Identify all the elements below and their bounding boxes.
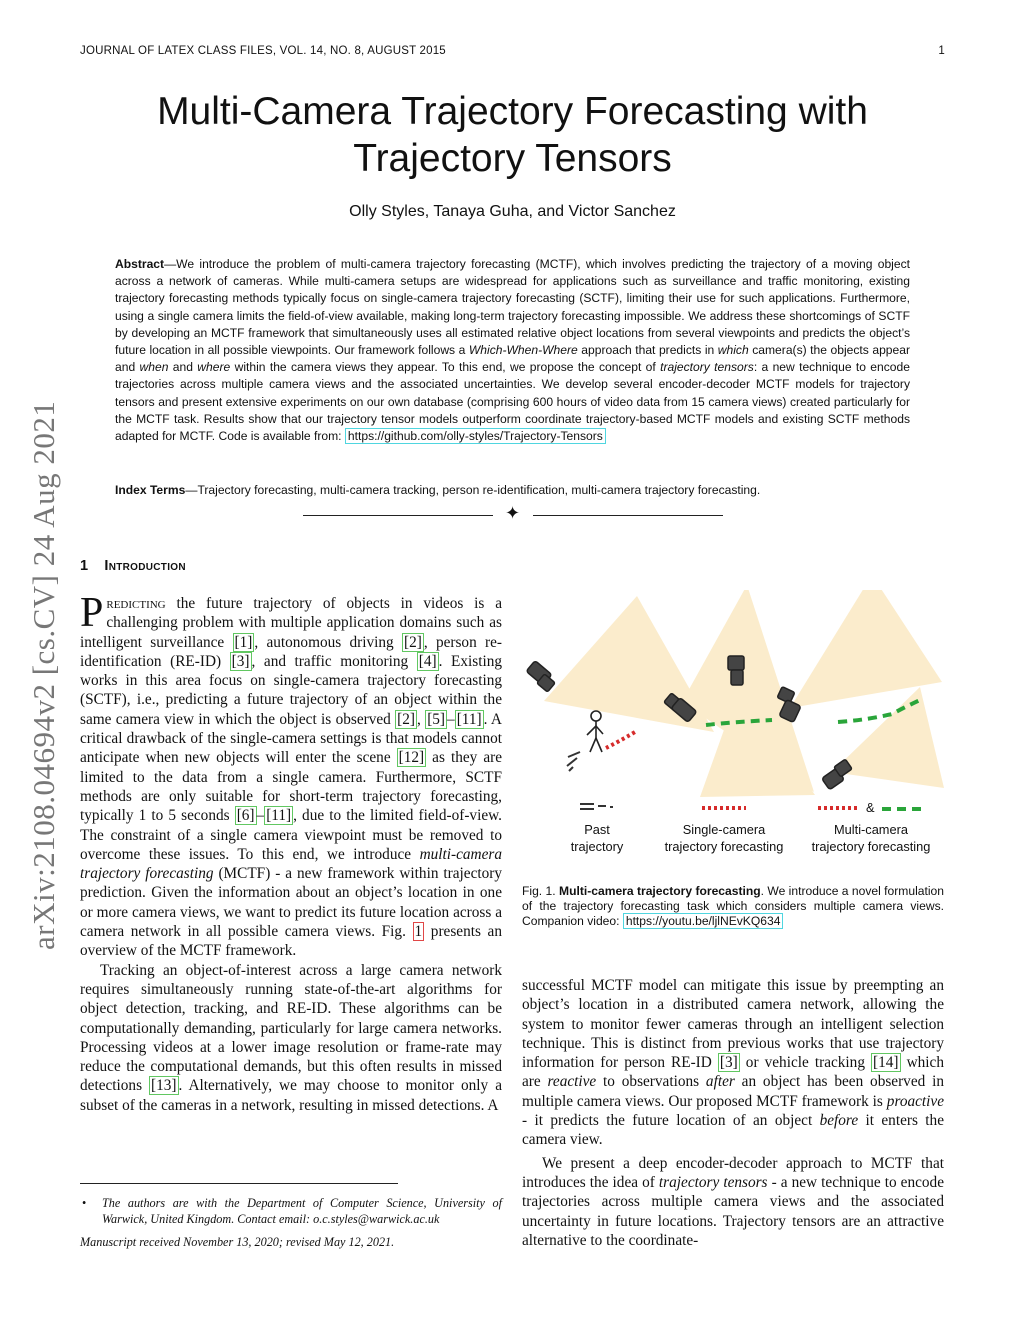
abstract-emph: trajectory tensors [660,360,754,375]
drop-cap: P [80,590,104,636]
journal-title: JOURNAL OF LATEX CLASS FILES, VOL. 14, NO. 8, AUGUST 2015 [80,45,446,57]
arxiv-identifier: arXiv:2108.04694v2 [cs.CV] 24 Aug 2021 [26,400,61,950]
citation-link[interactable]: [6] [236,807,255,825]
title-line-2: Trajectory Tensors [353,137,672,180]
legend-past-line2: trajectory [570,838,624,854]
citation-link[interactable]: [12] [398,749,425,767]
abstract-text: —We introduce the problem of multi-camera trajectory forecasting (MCTF), which involves predicting the trajectory of a moving object across a network of cameras. While multi-camera setups are widespread for applications such as surveillance and traffic monitoring, existing trajectory forecasting methods typically focus on single-camera trajectory forecasting (SCTF), limiting their use for such applications. Furthermore, using a single camera limits the field-of-view available, making long-term trajectory forecasting impossible. We address these shortcomings of SCTF by developing an MCTF framework that simultaneously uses all estimated relative object locations from several viewpoints and predicts the object’s future location in all possible viewpoints. Our framework follows a [115,257,910,358]
legend-past-label [542,822,652,855]
section-title: Introduction [104,558,186,574]
body-text: – [447,710,455,728]
separator-rule-left [303,515,493,516]
paper-title [120,88,905,182]
legend-single-label [654,822,794,855]
body-text: an object has been observed in multiple camera views. Our proposed MCTF framework is [522,1073,944,1110]
separator-diamond-icon: ✦ [505,503,521,523]
citation-link[interactable]: [3] [231,652,250,670]
abstract-label: Abstract [115,257,165,271]
figure-1 [522,590,944,880]
emphasis: reactive [547,1073,597,1091]
body-text: (MCTF) - a new framework within trajectory prediction. Given the information about an object’s location in one or more camera views, we want to predict its future location across a camera network in all possible camera views. Fig. [80,865,502,941]
camera-1-icon [526,661,555,693]
camera-fov-5 [832,687,944,788]
body-text: or vehicle tracking [739,1054,872,1072]
citation-link[interactable]: [2] [404,633,422,651]
footnote-bullet: • [82,1196,87,1210]
body-text: . A critical drawback of the single-camera settings is that models cannot anticipate when new objects will enter the scene [80,710,502,767]
section-heading [80,558,186,574]
body-text: . Existing works in this area focus on single-camera trajectory forecasting (SCTF), i.e., predicting a future trajectory of an object within the same camera view in which the object is observed [80,652,502,728]
caption-bold: Multi-camera trajectory forecasting [559,884,761,898]
body-text: successful MCTF model can mitigate this issue by preempting an object’s location in a distributed camera network, allowing the system to monitor fewer cameras through an intelligent selection technique. This is distinct from previous works that use trajectory information for person RE-ID [522,977,944,1072]
citation-link[interactable]: [11] [456,710,482,728]
body-text: as they are limited to the data from a single camera. Furthermore, SCTF methods are only suitable for short-term trajectory forecasting, typically 1 to 5 seconds [80,749,502,825]
legend-single-line1: Single-camera [682,822,766,837]
citation-link[interactable]: [2] [397,710,416,728]
body-text: , autonomous driving [254,633,402,651]
abstract-text: within the camera views they appear. To this end, we propose the concept of [230,360,661,375]
emphasis: multi-camera trajectory forecasting [80,845,502,883]
left-column [80,590,502,1115]
body-text: , person re-identification (RE-ID) [80,633,502,670]
abstract-text: approach that predicts in [577,343,718,358]
emphasis: before [819,1112,859,1130]
body-text: , due to the limited field-of-view. The constraint of a single camera viewpoint must be removed to overcome these issues. To this end, we introduce [80,807,502,863]
section-separator [303,503,723,527]
legend-ampersand: & [866,800,875,815]
body-text: - a new technique to encode trajectories across multiple camera views and the associated uncertainty in future locations. Trajectory tensors are an attractive alternative to the coordinate- [522,1173,944,1249]
emphasis: trajectory tensors [658,1173,768,1191]
page-number: 1 [938,45,945,57]
body-text: which are [522,1054,944,1091]
citation-link[interactable]: [3] [719,1054,738,1072]
legend-multi-line2: trajectory forecasting [811,838,931,854]
citation-link[interactable]: [11] [266,807,292,825]
legend-single-line2: trajectory forecasting [664,838,784,854]
body-text: the future trajectory of objects in videos is a challenging problem with multiple application domains such as intelligent surveillance [80,595,502,651]
legend-multi-label [804,822,938,855]
footnote-text: The authors are with the Department of Computer Science, University of Warwick, United Kingdom. Contact email: o.c.styles@warwick.ac.uk [102,1196,502,1226]
legend-past-swatch [580,804,613,809]
camera-3-icon [728,656,744,685]
abstract-text: : a new technique to encode trajectories across multiple camera views and the associated uncertainties. We develop several encoder-decoder MCTF models for trajectory tensors and present extensive experiments on our own database (comprising 600 hours of video data from 15 camera views) created particularly for the MCTF task. Results show that our trajectory tensor models outperform coordinate trajectory-based MCTF models and existing SCTF methods adapted for MCTF. Code is available from: [115,360,910,444]
figure-ref-link[interactable]: 1 [414,923,423,941]
abstract [115,256,910,445]
video-link[interactable]: https://youtu.be/ljlNEvKQ634 [623,913,784,929]
paragraph-intro-2 [80,961,502,1115]
figure-caption [522,884,944,930]
index-terms [115,482,910,499]
citation-link[interactable]: [1] [234,633,253,651]
abstract-emph: where [197,360,231,375]
section-number: 1 [80,558,89,574]
authors: Olly Styles, Tanaya Guha, and Victor Sanchez [349,203,676,220]
paragraph-intro-3 [522,976,944,1150]
body-text: . Alternatively, we may choose to monitor only a subset of the cameras in a network, resulting in missed detections. A [80,1077,502,1114]
separator-rule-right [533,515,723,516]
citation-link[interactable]: [5] [427,710,446,728]
body-text: to observations [596,1073,706,1091]
legend-multi-line1: Multi-camera [834,822,908,837]
abstract-text: camera(s) the objects appear and [115,343,911,375]
citation-link[interactable]: [4] [418,652,437,670]
emphasis: proactive [886,1092,944,1110]
camera-5-icon [822,759,853,790]
citation-link[interactable]: [14] [873,1054,899,1072]
lead-word: redicting [106,595,166,612]
code-link[interactable]: https://github.com/olly-styles/Trajectory-Tensors [345,428,606,444]
abstract-text: and [168,360,198,375]
caption-label: Fig. 1. [522,884,556,898]
abstract-emph: when [139,360,169,375]
right-column [522,976,944,1250]
running-head [80,45,945,57]
single-camera-forecast-line [606,732,635,748]
paragraph-intro-1 [80,590,502,961]
body-text: it enters the camera view. [522,1112,944,1149]
person-icon [587,711,603,752]
body-text: , and traffic monitoring [251,652,417,670]
legend-past-line1: Past [584,822,610,837]
title-line-1: Multi-Camera Trajectory Forecasting with [157,90,868,133]
index-terms-text: —Trajectory forecasting, multi-camera tracking, person re-identification, multi-camera trajectory forecasting. [185,483,761,497]
abstract-emph: Which-When-Where [468,343,578,358]
body-text: presents an overview of the MCTF framework. [80,923,502,960]
caption-text: . We introduce a novel formulation of the trajectory forecasting task which considers multiple camera views. Companion video: [522,884,944,929]
body-text: Tracking an object-of-interest across a large camera network requires simultaneously running state-of-the-art algorithms for object detection, tracking, and RE-ID. These algorithms can be computationally demanding, particularly for large camera networks. Processing videos at a lower image resolution or frame-rate may reduce the computational demands, but this often results in missed detections [80,961,502,1095]
manuscript-note: Manuscript received November 13, 2020; revised May 12, 2021. [80,1235,395,1249]
body-text: We present a deep encoder-decoder approach to MCTF that introduces the idea of [522,1154,944,1191]
affiliation-footnote [80,1195,502,1227]
body-text: - it predicts the future location of an object [522,1112,820,1130]
index-terms-label: Index Terms [115,483,186,497]
body-text: , [417,710,426,728]
citation-link[interactable]: [13] [151,1077,177,1095]
body-text: – [256,807,265,825]
paragraph-intro-4 [522,1154,944,1250]
past-trajectory-line [567,752,580,771]
abstract-emph: which [717,343,749,358]
emphasis: after [705,1073,735,1091]
footnote-rule [80,1183,398,1184]
